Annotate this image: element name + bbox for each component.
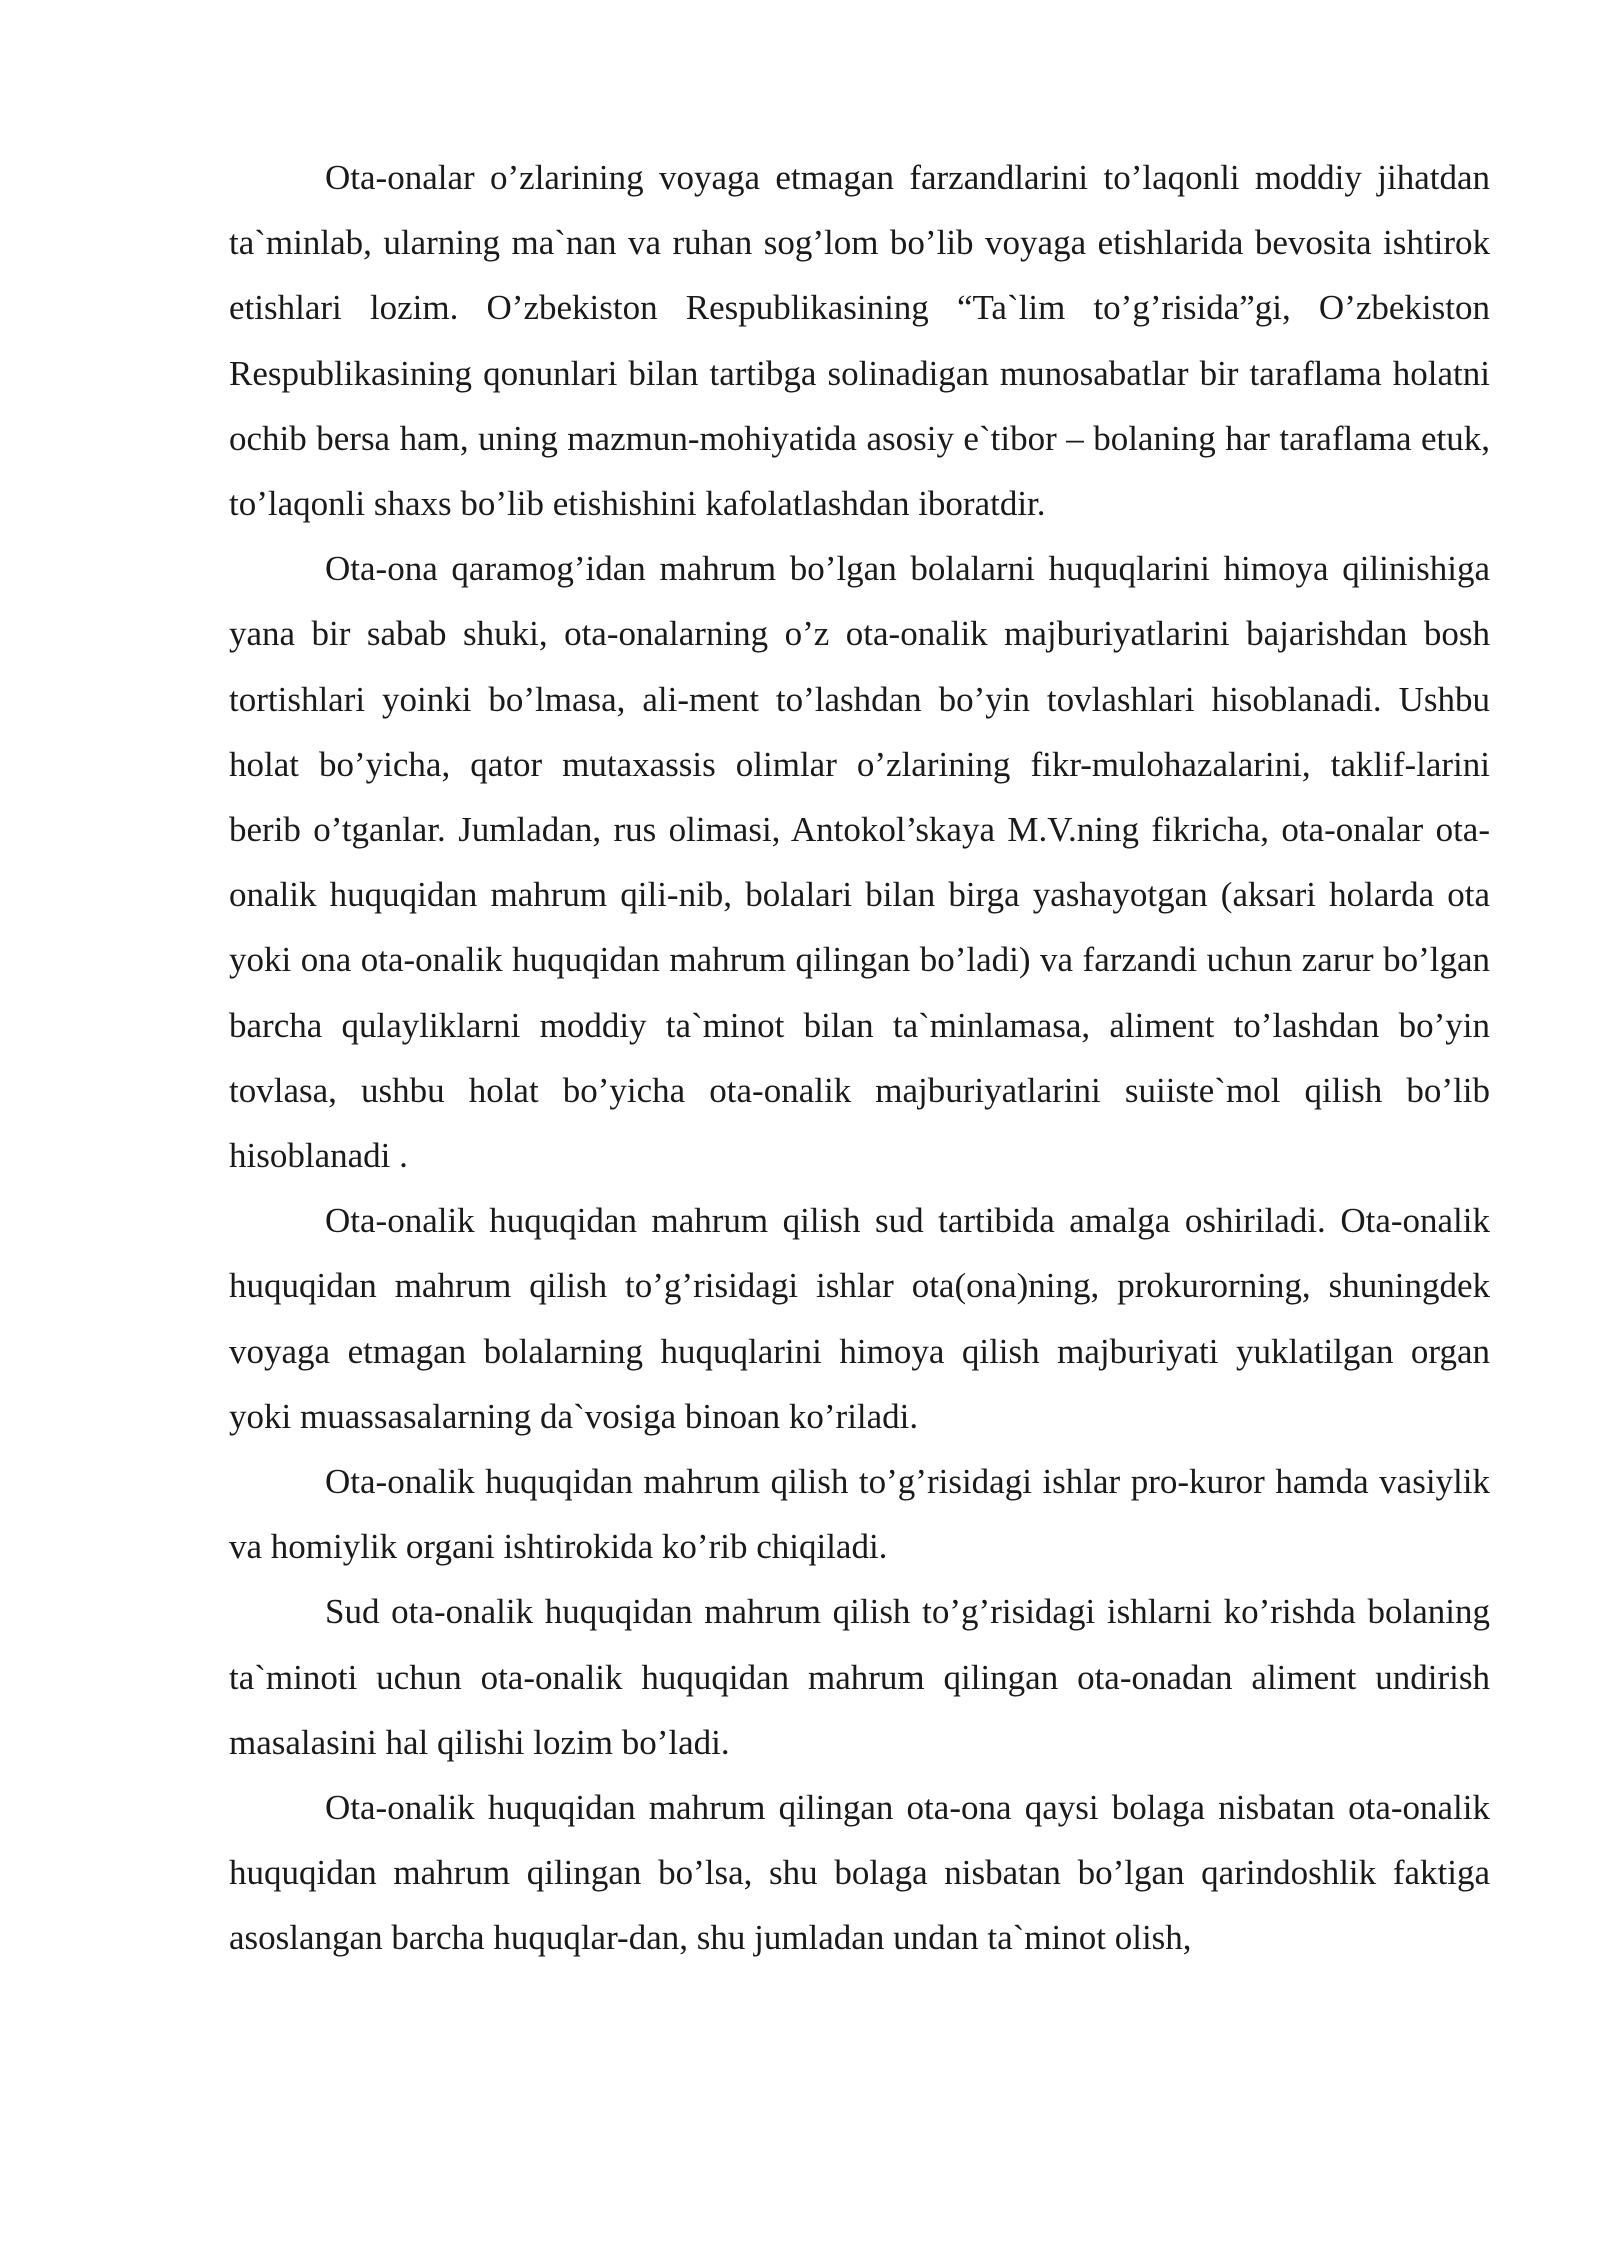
paragraph-4: Ota-onalik huquqidan mahrum qilish to’g’risidagi ishlar pro-kuror hamda vasiylik va homiylik organi ishtirokida ko’rib chiqiladi. bbox=[229, 1462, 1490, 1567]
paragraph-6: Ota-onalik huquqidan mahrum qilingan ota-ona qaysi bolaga nisbatan ota-onalik huquqidan mahrum qilingan bo’lsa, shu bolaga nisbatan bo’lgan qarindoshlik faktiga asoslangan barcha huquqlar-dan, shu jumladan undan ta`minot olish, bbox=[229, 1788, 1490, 1958]
document-body bbox=[229, 145, 1490, 1971]
paragraph-2: Ota-ona qaramog’idan mahrum bo’lgan bolalarni huquqlarini himoya qilinishiga yana bir sabab shuki, ota-onalarning o’z ota-onalik majburiyatlarini bajarishdan bosh tortishlari yoinki bo’lmasa, ali-ment to’lashdan bo’yin tovlashlari hisoblanadi. Ushbu holat bo’yicha, qator mutaxassis olimlar o’zlarining fikr-mulohazalarini, taklif-larini berib o’tganlar. Jumladan, rus olimasi, Antokol’skaya M.V.ning fikricha, ota-onalar ota-onalik huquqidan mahrum qili-nib, bolalari bilan birga yashayotgan (aksari holarda ota yoki ona ota-onalik huquqidan mahrum qilingan bo’ladi) va farzandi uchun zarur bo’lgan barcha qulayliklarni moddiy ta`minot bilan ta`minlamasa, aliment to’lashdan bo’yin tovlasa, ushbu holat bo’yicha ota-onalik majburiyatlarini suiiste`mol qilish bo’lib hisoblanadi . bbox=[229, 549, 1490, 1176]
paragraph-5: Sud ota-onalik huquqidan mahrum qilish to’g’risidagi ishlarni ko’rishda bolaning ta`minoti uchun ota-onalik huquqidan mahrum qilingan ota-onadan aliment undirish masalasini hal qilishi lozim bo’ladi. bbox=[229, 1592, 1490, 1762]
paragraph-1: Ota-onalar o’zlarining voyaga etmagan farzandlarini to’laqonli moddiy jihatdan ta`minlab, ularning ma`nan va ruhan sog’lom bo’lib voyaga etishlarida bevosita ishtirok etishlari lozim. O’zbekiston Respublikasining “Ta`lim to’g’risida”gi, O’zbekiston Respublikasining qonunlari bilan tartibga solinadigan munosabatlar bir taraflama holatni ochib bersa ham, uning mazmun-mohiyatida asosiy e`tibor – bolaning har taraflama etuk, to’laqonli shaxs bo’lib etishishini kafolatlashdan iboratdir. bbox=[229, 158, 1490, 524]
paragraph-3: Ota-onalik huquqidan mahrum qilish sud tartibida amalga oshiriladi. Ota-onalik huquqidan mahrum qilish to’g’risidagi ishlar ota(ona)ning, prokurorning, shuningdek voyaga etmagan bolalarning huquqlarini himoya qilish majburiyati yuklatilgan organ yoki muassasalarning da`vosiga binoan ko’riladi. bbox=[229, 1201, 1490, 1436]
